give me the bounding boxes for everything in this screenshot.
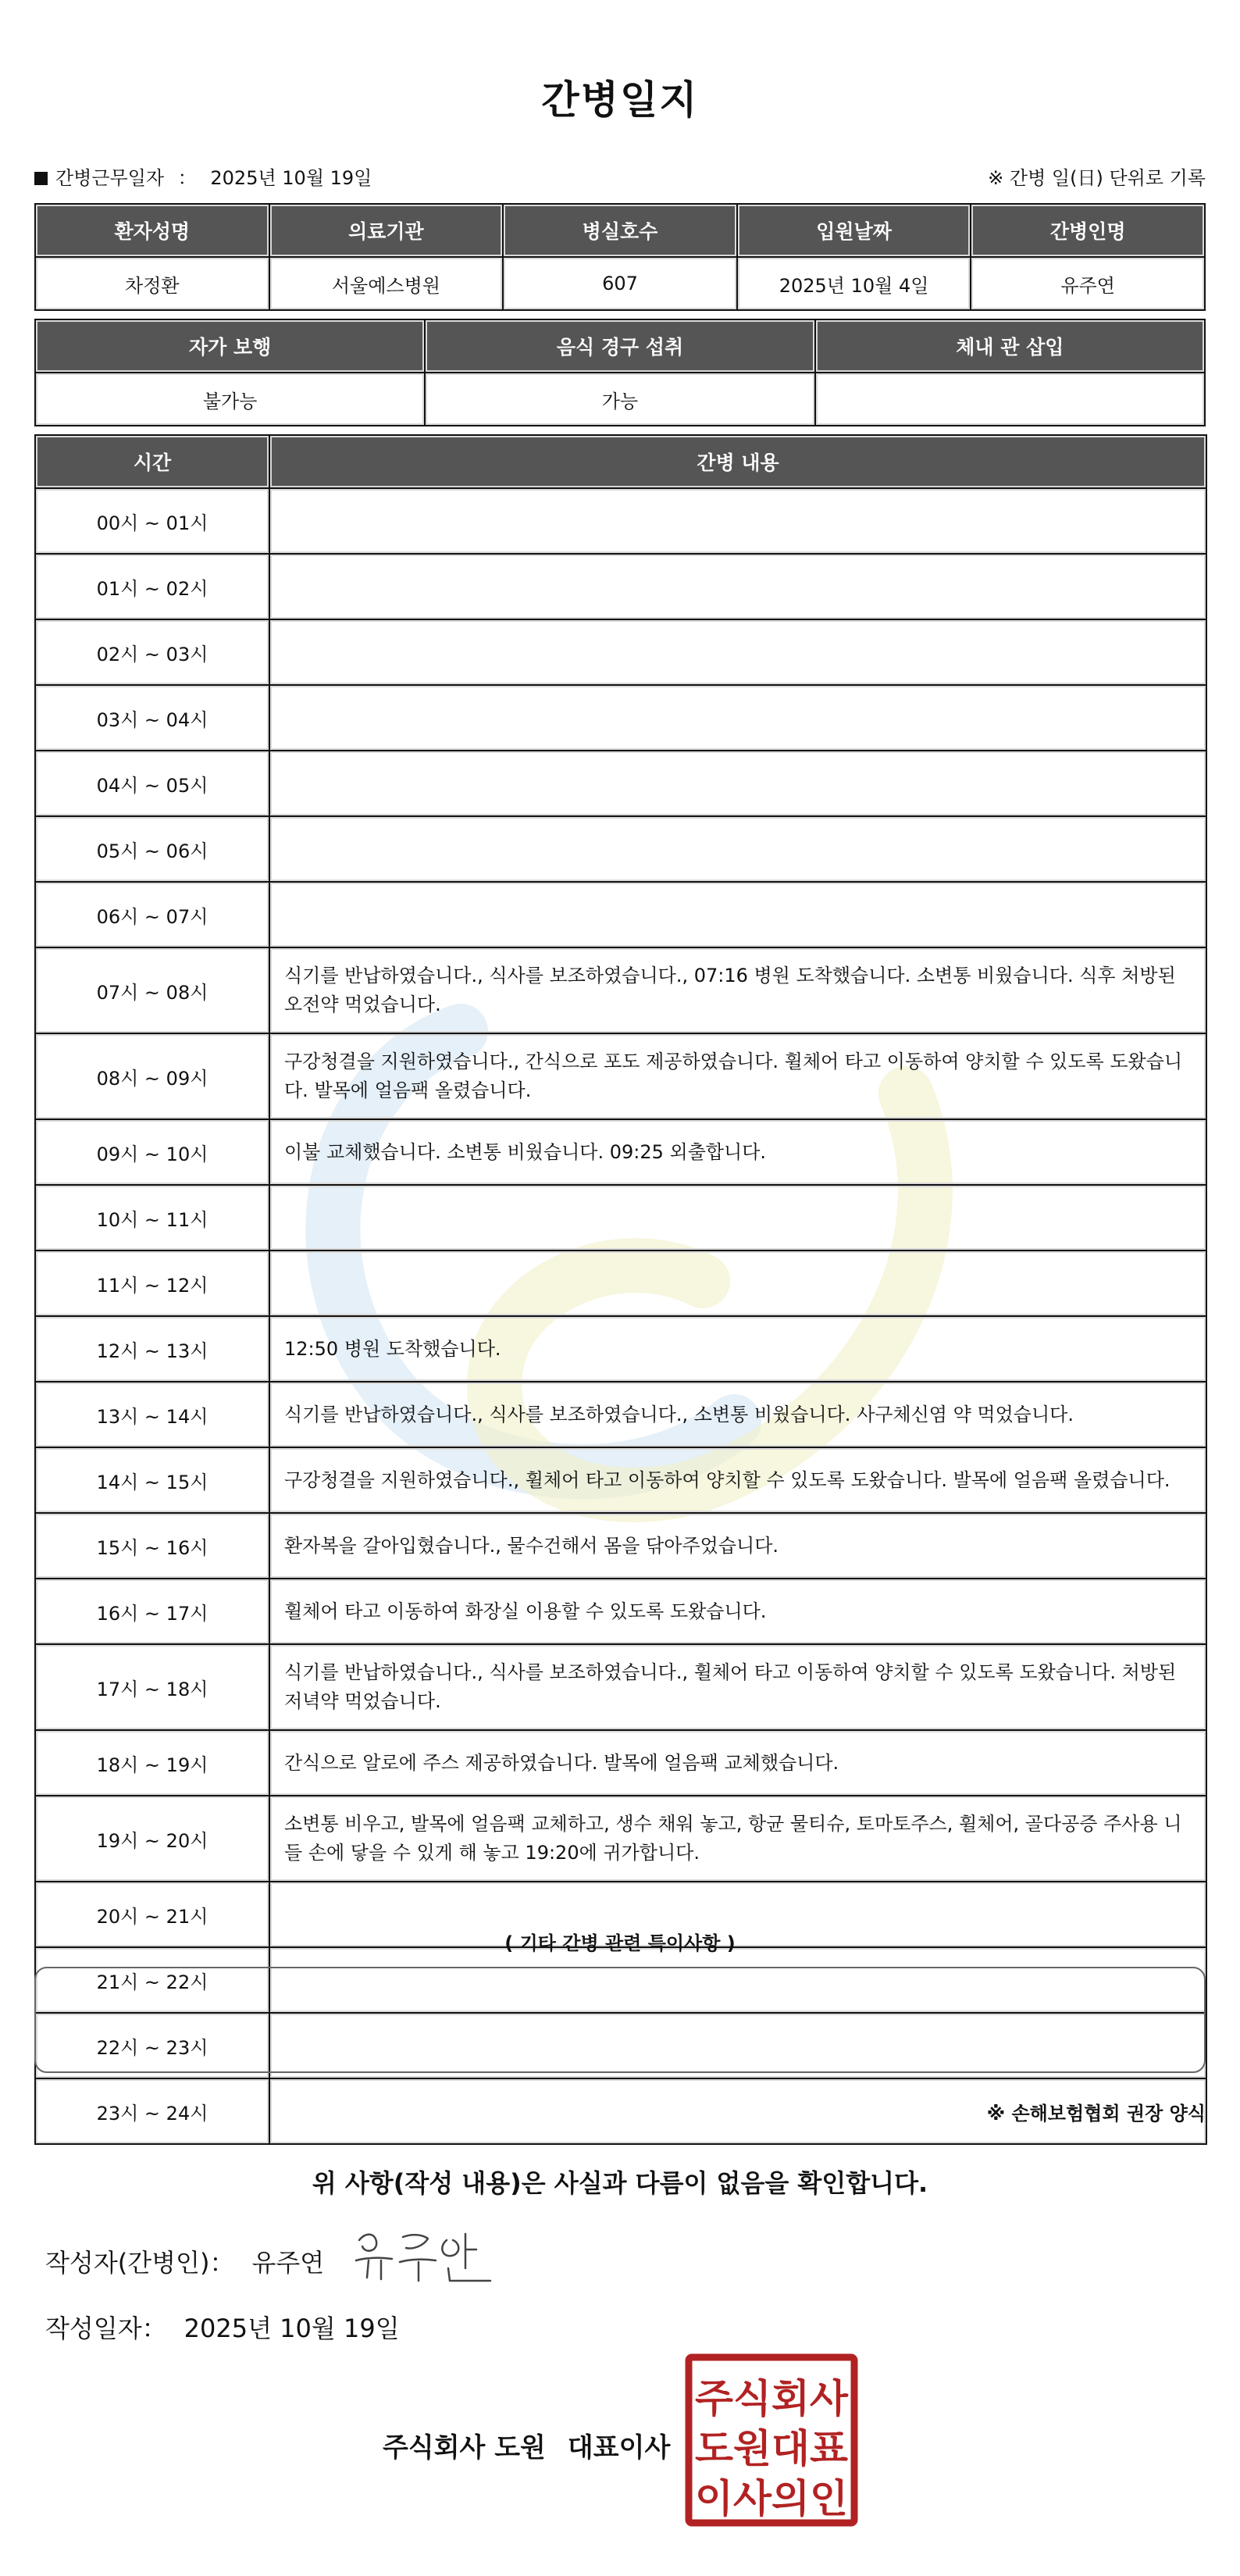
care-log-row	[35, 947, 1206, 1033]
care-log-row	[35, 619, 1206, 685]
care-log-time: 11시 ~ 12시	[35, 1251, 269, 1316]
unit-note: ※ 간병 일(日) 단위로 기록	[988, 167, 1206, 189]
header-oral-intake: 음식 경구 섭취	[425, 319, 814, 373]
care-log-time: 16시 ~ 17시	[35, 1579, 269, 1644]
care-log-row	[35, 1730, 1206, 1796]
care-log-content: 식기를 반납하였습니다., 식사를 보조하였습니다., 07:16 병원 도착했습니다. 소변통 비웠습니다. 식후 처방된 오전약 먹었습니다.	[269, 947, 1206, 1033]
care-log-content: 구강청결을 지원하였습니다., 간식으로 포도 제공하였습니다. 휠체어 타고 이동하여 양치할 수 있도록 도왔습니다. 발목에 얼음팩 올렸습니다.	[269, 1033, 1206, 1119]
work-date-line	[34, 162, 372, 190]
care-log-content	[269, 619, 1206, 685]
care-log-row	[35, 882, 1206, 947]
care-log-time: 03시 ~ 04시	[35, 685, 269, 751]
work-date-value: 2025년 10월 19일	[210, 167, 372, 189]
header-admission-date: 입원날짜	[737, 204, 971, 257]
care-log-content: 환자복을 갈아입혔습니다., 물수건해서 몸을 닦아주었습니다.	[269, 1513, 1206, 1579]
status-header-row	[35, 319, 1205, 373]
representative-title: 대표이사	[567, 2432, 671, 2464]
care-log-content: 식기를 반납하였습니다., 식사를 보조하였습니다., 소변통 비웠습니다. 사구체신염 약 먹었습니다.	[269, 1382, 1206, 1447]
svg-text:주식회사: 주식회사	[695, 2376, 849, 2421]
care-log-row	[35, 1251, 1206, 1316]
writer-label: 작성자(간병인)：	[45, 2248, 235, 2278]
oral-intake-value: 가능	[425, 373, 814, 426]
notes-text	[36, 1968, 1204, 1993]
care-log-row	[35, 685, 1206, 751]
notes-box	[34, 1967, 1206, 2073]
writer-line	[45, 2243, 324, 2279]
care-log-time: 08시 ~ 09시	[35, 1033, 269, 1119]
header-caregiver-name: 간병인명	[971, 204, 1205, 257]
work-date-separator: ：	[177, 167, 197, 189]
caregiver-name: 유주연	[971, 257, 1205, 310]
care-log-time: 22시 ~ 23시	[35, 2013, 269, 2078]
care-log-content	[269, 488, 1206, 554]
care-log-time: 02시 ~ 03시	[35, 619, 269, 685]
header-time: 시간	[35, 435, 269, 488]
care-log-row	[35, 1579, 1206, 1644]
care-log-time: 06시 ~ 07시	[35, 882, 269, 947]
care-log-time: 10시 ~ 11시	[35, 1185, 269, 1251]
header-room: 병실호수	[503, 204, 737, 257]
patient-name: 차정환	[35, 257, 269, 310]
care-log-row	[35, 1119, 1206, 1185]
care-log-time: 18시 ~ 19시	[35, 1730, 269, 1796]
care-log-time: 00시 ~ 01시	[35, 488, 269, 554]
status-value-row	[35, 373, 1205, 426]
care-log-time: 13시 ~ 14시	[35, 1382, 269, 1447]
header-tube-insertion: 체내 관 삽입	[815, 319, 1205, 373]
care-log-row	[35, 1382, 1206, 1447]
hospital-name: 서울예스병원	[269, 257, 504, 310]
care-log-time: 19시 ~ 20시	[35, 1796, 269, 1882]
tube-insertion-value	[815, 373, 1205, 426]
written-date-value: 2025년 10월 19일	[184, 2314, 400, 2343]
care-log-time: 17시 ~ 18시	[35, 1644, 269, 1730]
care-log-row	[35, 488, 1206, 554]
svg-text:이사의인: 이사의인	[695, 2476, 848, 2521]
care-log-header-row	[35, 435, 1206, 488]
header-hospital: 의료기관	[269, 204, 504, 257]
company-name: 주식회사 도원	[383, 2432, 546, 2464]
care-log-rows	[35, 488, 1206, 2144]
patient-header-row	[35, 204, 1205, 257]
care-log-time: 14시 ~ 15시	[35, 1447, 269, 1513]
recommend-note: ※ 손해보험협회 권장 양식	[986, 2103, 1206, 2125]
care-log-row	[35, 1033, 1206, 1119]
care-log-content	[269, 685, 1206, 751]
care-log-row	[35, 816, 1206, 882]
admission-date: 2025년 10월 4일	[737, 257, 971, 310]
care-log-time: 04시 ~ 05시	[35, 751, 269, 816]
care-log-content	[269, 1251, 1206, 1316]
company-line	[383, 2426, 670, 2464]
care-log-table	[34, 434, 1207, 2145]
care-log-time: 21시 ~ 22시	[35, 1947, 269, 2013]
patient-value-row	[35, 257, 1205, 310]
care-log-content: 소변통 비우고, 발목에 얼음팩 교체하고, 생수 채워 놓고, 항균 물티슈, 토마토주스, 휠체어, 골다공증 주사용 니들 손에 닿을 수 있게 해 놓고 19:20에 귀가합니다.	[269, 1796, 1206, 1882]
self-walking-value: 불가능	[35, 373, 425, 426]
care-log-row	[35, 1185, 1206, 1251]
care-log-time: 20시 ~ 21시	[35, 1882, 269, 1947]
notes-title: ( 기타 간병 관련 특이사항 )	[504, 1932, 736, 1954]
patient-status-table	[34, 319, 1206, 426]
care-log-time: 23시 ~ 24시	[35, 2078, 269, 2144]
care-log-time: 01시 ~ 02시	[35, 554, 269, 619]
svg-text:도원대표: 도원대표	[695, 2426, 849, 2471]
patient-info-table	[34, 203, 1206, 311]
care-log-content: 식기를 반납하였습니다., 식사를 보조하였습니다., 휠체어 타고 이동하여 양치할 수 있도록 도왔습니다. 처방된 저녁약 먹었습니다.	[269, 1644, 1206, 1730]
care-log-content	[269, 751, 1206, 816]
care-log-row	[35, 751, 1206, 816]
square-bullet-icon	[34, 172, 48, 185]
care-log-row	[35, 1796, 1206, 1882]
care-log-time: 05시 ~ 06시	[35, 816, 269, 882]
care-log-content	[269, 816, 1206, 882]
care-log-row	[35, 554, 1206, 619]
care-log-row	[35, 1447, 1206, 1513]
header-care-content: 간병 내용	[269, 435, 1206, 488]
written-date-label: 작성일자：	[45, 2314, 167, 2343]
care-log-time: 15시 ~ 16시	[35, 1513, 269, 1579]
writer-name: 유주연	[251, 2248, 325, 2278]
care-log-content: 휠체어 타고 이동하여 화장실 이용할 수 있도록 도왔습니다.	[269, 1579, 1206, 1644]
header-patient-name: 환자성명	[35, 204, 269, 257]
care-log-content	[269, 882, 1206, 947]
company-seal	[684, 2353, 859, 2528]
care-log-time: 09시 ~ 10시	[35, 1119, 269, 1185]
room-number: 607	[503, 257, 737, 310]
care-log-content: 12:50 병원 도착했습니다.	[269, 1316, 1206, 1382]
handwritten-signature	[351, 2223, 500, 2285]
header-self-walking: 자가 보행	[35, 319, 425, 373]
document-title: 간병일지	[541, 77, 699, 123]
care-log-content: 간식으로 알로에 주스 제공하였습니다. 발목에 얼음팩 교체했습니다.	[269, 1730, 1206, 1796]
care-log-row	[35, 1644, 1206, 1730]
care-log-content	[269, 554, 1206, 619]
care-log-content: 이불 교체했습니다. 소변통 비웠습니다. 09:25 외출합니다.	[269, 1119, 1206, 1185]
care-log-row	[35, 1316, 1206, 1382]
work-date-label: 간병근무일자	[55, 167, 165, 189]
written-date-line	[45, 2309, 400, 2345]
confirm-statement: 위 사항(작성 내용)은 사실과 다름이 없음을 확인합니다.	[312, 2168, 928, 2198]
care-log-time: 07시 ~ 08시	[35, 947, 269, 1033]
care-log-content	[269, 1185, 1206, 1251]
care-log-content: 구강청결을 지원하였습니다., 휠체어 타고 이동하여 양치할 수 있도록 도왔습니다. 발목에 얼음팩 올렸습니다.	[269, 1447, 1206, 1513]
care-log-time: 12시 ~ 13시	[35, 1316, 269, 1382]
care-log-row	[35, 1513, 1206, 1579]
